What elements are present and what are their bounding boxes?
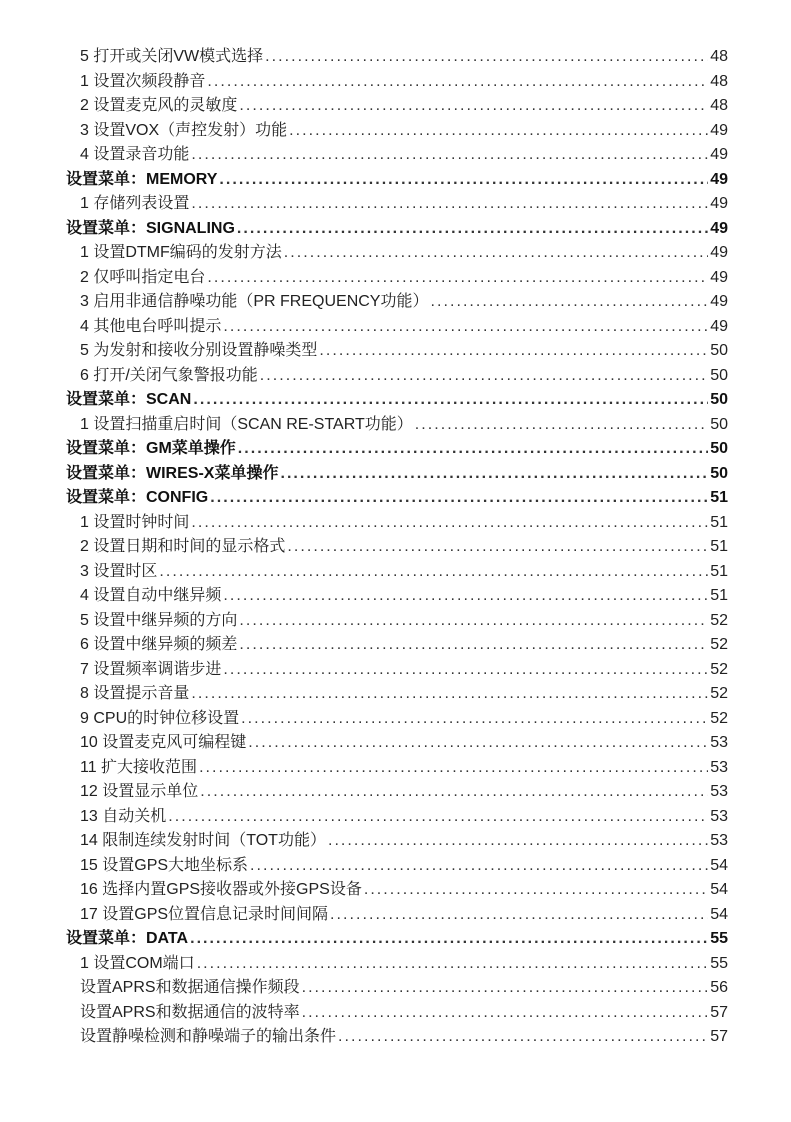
toc-section-heading[interactable] — [66, 168, 728, 193]
toc-entry-page: 50 — [710, 440, 728, 457]
dot-leader — [168, 805, 708, 830]
toc-entry-page: 49 — [710, 317, 728, 335]
toc-entry-title: 5 打开或关闭VW模式选择 — [80, 48, 264, 65]
toc-entry[interactable] — [66, 94, 728, 119]
toc-entry[interactable] — [66, 290, 728, 315]
toc-entry[interactable] — [66, 339, 728, 364]
toc-entry-title: 16 选择内置GPS接收器或外接GPS设备 — [80, 881, 362, 898]
toc-entry[interactable] — [66, 143, 728, 168]
toc-entry-page: 50 — [710, 415, 728, 433]
toc-entry-title: 3 启用非通信静噪功能（PR FREQUENCY功能） — [80, 293, 429, 310]
dot-leader — [191, 192, 708, 217]
toc-entry-title: 5 为发射和接收分别设置静噪类型 — [80, 342, 318, 359]
dot-leader — [302, 1001, 709, 1026]
toc-section-heading[interactable] — [66, 217, 728, 242]
toc-entry-title: 设置菜单：DATA — [66, 930, 189, 947]
toc-entry-page: 54 — [710, 881, 728, 898]
toc-entry-title: 2 设置日期和时间的显示格式 — [80, 538, 286, 555]
toc-entry-title: 设置菜单：MEMORY — [66, 170, 218, 188]
toc-entry-page: 49 — [710, 219, 728, 237]
dot-leader — [319, 339, 708, 364]
toc-entry-page: 51 — [710, 562, 728, 580]
toc-entry[interactable] — [66, 805, 728, 830]
toc-entry[interactable] — [66, 584, 728, 609]
dot-leader — [241, 707, 708, 732]
toc-entry-page: 49 — [710, 244, 728, 261]
toc-entry-page: 53 — [710, 807, 728, 825]
dot-leader — [193, 388, 708, 413]
toc-entry-page: 53 — [710, 758, 728, 776]
dot-leader — [248, 731, 708, 756]
toc-entry-page: 54 — [710, 856, 728, 874]
toc-entry-title: 4 设置录音功能 — [80, 146, 190, 163]
toc-entry-page: 49 — [710, 293, 728, 310]
toc-entry[interactable] — [66, 976, 728, 1001]
toc-entry[interactable] — [66, 756, 728, 781]
toc-entry[interactable] — [66, 192, 728, 217]
toc-entry-title: 7 设置频率调谐步进 — [80, 660, 222, 678]
toc-entry-page: 50 — [710, 342, 728, 359]
toc-entry-title: 设置菜单：SIGNALING — [66, 219, 235, 237]
table-of-contents — [66, 45, 728, 1050]
toc-entry-title: 2 设置麦克风的灵敏度 — [80, 97, 238, 114]
toc-entry-title: 13 自动关机 — [80, 807, 167, 825]
toc-entry-page: 53 — [710, 832, 728, 849]
toc-entry[interactable] — [66, 241, 728, 266]
dot-leader — [415, 413, 708, 438]
toc-entry-title: 6 打开/关闭气象警报功能 — [80, 366, 258, 384]
toc-entry[interactable] — [66, 903, 728, 928]
toc-entry[interactable] — [66, 560, 728, 585]
dot-leader — [190, 927, 708, 952]
toc-entry-title: 4 设置自动中继异频 — [80, 587, 222, 604]
dot-leader — [287, 535, 708, 560]
toc-entry-title: 1 存储列表设置 — [80, 195, 190, 212]
dot-leader — [191, 682, 708, 707]
toc-entry-page: 55 — [710, 954, 728, 972]
toc-entry[interactable] — [66, 658, 728, 683]
toc-entry-page: 49 — [710, 121, 728, 139]
toc-entry-page: 52 — [710, 660, 728, 678]
toc-entry-page: 51 — [710, 538, 728, 555]
toc-entry[interactable] — [66, 45, 728, 70]
dot-leader — [237, 217, 708, 242]
dot-leader — [238, 437, 708, 462]
dot-leader — [207, 266, 708, 291]
toc-entry[interactable] — [66, 119, 728, 144]
toc-entry-title: 8 设置提示音量 — [80, 685, 190, 702]
toc-entry-page: 48 — [710, 48, 728, 65]
toc-entry-title: 设置菜单：CONFIG — [66, 489, 209, 506]
dot-leader — [200, 780, 708, 805]
dot-leader — [223, 658, 708, 683]
dot-leader — [191, 143, 708, 168]
toc-entry-page: 49 — [710, 268, 728, 286]
dot-leader — [364, 878, 708, 903]
toc-entry-page: 53 — [710, 783, 728, 800]
toc-entry-page: 57 — [710, 1003, 728, 1021]
dot-leader — [239, 609, 708, 634]
toc-entry-title: 3 设置VOX（声控发射）功能 — [80, 121, 288, 139]
toc-entry-title: 设置菜单：SCAN — [66, 391, 192, 408]
dot-leader — [284, 241, 708, 266]
toc-entry-page: 52 — [710, 636, 728, 653]
toc-section-heading[interactable] — [66, 927, 728, 952]
toc-entry-title: 6 设置中继异频的频差 — [80, 636, 238, 653]
dot-leader — [223, 315, 708, 340]
toc-entry[interactable] — [66, 707, 728, 732]
toc-entry[interactable] — [66, 952, 728, 977]
dot-leader — [260, 364, 708, 389]
toc-entry[interactable] — [66, 829, 728, 854]
toc-entry-title: 设置APRS和数据通信的波特率 — [80, 1003, 300, 1021]
toc-entry-title: 10 设置麦克风可编程键 — [80, 734, 247, 751]
dot-leader — [265, 45, 708, 70]
toc-entry[interactable] — [66, 535, 728, 560]
dot-leader — [191, 511, 708, 536]
toc-entry-page: 56 — [710, 979, 728, 996]
toc-entry-title: 17 设置GPS位置信息记录时间间隔 — [80, 905, 329, 923]
toc-entry[interactable] — [66, 315, 728, 340]
dot-leader — [328, 829, 708, 854]
toc-entry-title: 15 设置GPS大地坐标系 — [80, 856, 249, 874]
toc-entry-title: 设置静噪检测和静噪端子的输出条件 — [80, 1028, 337, 1045]
dot-leader — [239, 94, 708, 119]
toc-entry-title: 1 设置扫描重启时间（SCAN RE-START功能） — [80, 415, 413, 433]
toc-entry-title: 1 设置COM端口 — [80, 954, 195, 972]
toc-entry-title: 1 设置次频段静音 — [80, 72, 206, 90]
toc-entry-page: 54 — [710, 905, 728, 923]
toc-entry-page: 50 — [710, 366, 728, 384]
toc-entry-page: 55 — [710, 930, 728, 947]
toc-entry[interactable] — [66, 609, 728, 634]
toc-entry[interactable] — [66, 1025, 728, 1050]
toc-entry-page: 52 — [710, 611, 728, 629]
toc-entry-page: 51 — [710, 489, 728, 506]
toc-entry-title: 设置菜单：WIRES-X菜单操作 — [66, 464, 279, 482]
toc-entry-title: 12 设置显示单位 — [80, 783, 199, 800]
toc-entry-title: 5 设置中继异频的方向 — [80, 611, 238, 629]
toc-entry-title: 2 仅呼叫指定电台 — [80, 268, 206, 286]
toc-entry[interactable] — [66, 364, 728, 389]
toc-entry[interactable] — [66, 1001, 728, 1026]
toc-entry-title: 设置菜单：GM菜单操作 — [66, 440, 236, 457]
toc-entry[interactable] — [66, 780, 728, 805]
dot-leader — [207, 70, 708, 95]
toc-entry-page: 48 — [710, 72, 728, 90]
toc-entry-page: 50 — [710, 391, 728, 408]
toc-section-heading[interactable] — [66, 388, 728, 413]
dot-leader — [239, 633, 708, 658]
dot-leader — [197, 952, 709, 977]
toc-entry-title: 4 其他电台呼叫提示 — [80, 317, 222, 335]
toc-entry-title: 3 设置时区 — [80, 562, 158, 580]
dot-leader — [210, 486, 708, 511]
toc-entry-page: 48 — [710, 97, 728, 114]
toc-entry-page: 52 — [710, 709, 728, 727]
dot-leader — [289, 119, 708, 144]
toc-entry-page: 50 — [710, 464, 728, 482]
toc-entry-page: 51 — [710, 587, 728, 604]
dot-leader — [302, 976, 709, 1001]
toc-entry-title: 设置APRS和数据通信操作频段 — [80, 979, 300, 996]
toc-entry-title: 1 设置DTMF编码的发射方法 — [80, 244, 282, 261]
toc-entry-page: 49 — [710, 170, 728, 188]
toc-entry[interactable] — [66, 511, 728, 536]
toc-section-heading[interactable] — [66, 462, 728, 487]
toc-entry-title: 1 设置时钟时间 — [80, 513, 190, 531]
toc-section-heading[interactable] — [66, 486, 728, 511]
toc-entry[interactable] — [66, 878, 728, 903]
dot-leader — [223, 584, 708, 609]
toc-entry-page: 49 — [710, 146, 728, 163]
dot-leader — [330, 903, 708, 928]
dot-leader — [338, 1025, 708, 1050]
toc-entry-page: 57 — [710, 1028, 728, 1045]
dot-leader — [159, 560, 708, 585]
dot-leader — [280, 462, 708, 487]
toc-entry-page: 52 — [710, 685, 728, 702]
toc-section-heading[interactable] — [66, 437, 728, 462]
toc-entry-title: 11 扩大接收范围 — [80, 758, 198, 776]
toc-entry-page: 53 — [710, 734, 728, 751]
dot-leader — [430, 290, 708, 315]
toc-entry[interactable] — [66, 413, 728, 438]
toc-entry[interactable] — [66, 731, 728, 756]
dot-leader — [199, 756, 708, 781]
toc-entry[interactable] — [66, 70, 728, 95]
toc-entry[interactable] — [66, 266, 728, 291]
toc-entry-title: 14 限制连续发射时间（TOT功能） — [80, 832, 326, 849]
toc-entry[interactable] — [66, 854, 728, 879]
dot-leader — [219, 168, 708, 193]
toc-entry-page: 49 — [710, 195, 728, 212]
toc-entry[interactable] — [66, 633, 728, 658]
toc-entry-title: 9 CPU的时钟位移设置 — [80, 709, 240, 727]
toc-entry-page: 51 — [710, 513, 728, 531]
toc-entry[interactable] — [66, 682, 728, 707]
dot-leader — [250, 854, 708, 879]
